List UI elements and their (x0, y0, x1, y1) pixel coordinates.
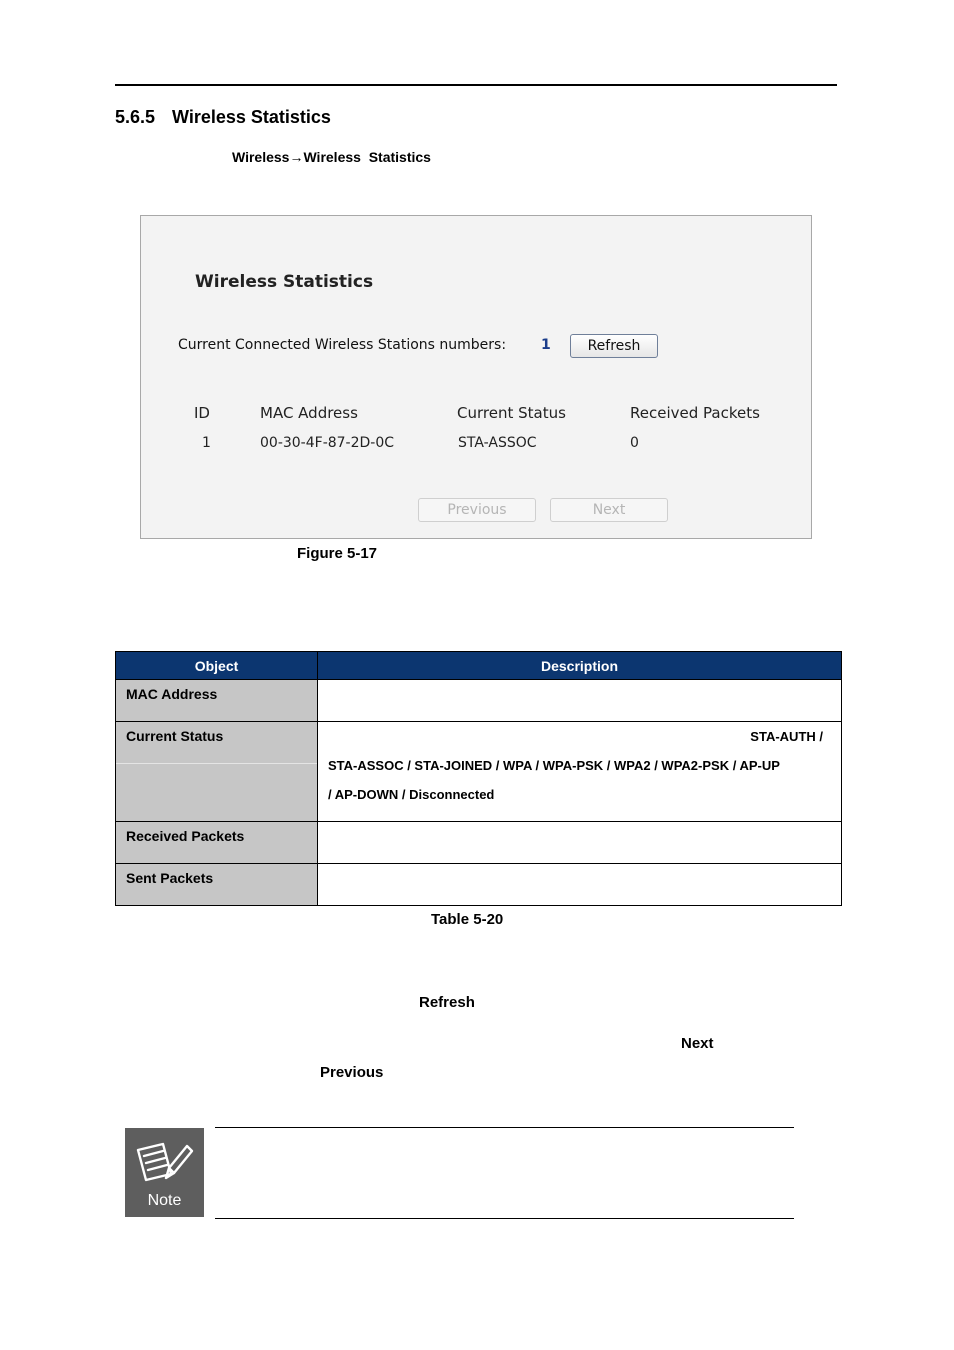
table-row (116, 680, 842, 722)
object-cell: Received Packets (116, 822, 318, 864)
col-status-header: Current Status (457, 404, 566, 422)
breadcrumb-wireless: Wireless (232, 149, 290, 165)
col-id-header: ID (194, 404, 210, 422)
row-mac: 00-30-4F-87-2D-0C (260, 435, 395, 451)
note-bottom-rule (215, 1218, 794, 1219)
breadcrumb (232, 149, 431, 165)
description-cell (318, 822, 842, 864)
body-previous-term: Previous (320, 1064, 384, 1081)
stations-label: Current Connected Wireless Stations numbers: (178, 337, 507, 353)
table-caption: Table 5-20 (431, 911, 504, 928)
status-line: STA-AUTH / (750, 729, 823, 744)
table-row (116, 722, 842, 822)
status-values (328, 722, 831, 809)
col-received-header: Received Packets (630, 404, 760, 422)
row-status: STA-ASSOC (458, 435, 537, 451)
description-cell (318, 680, 842, 722)
col-mac-header: MAC Address (260, 404, 358, 422)
header-description: Description (318, 652, 842, 680)
row-id: 1 (202, 435, 211, 451)
next-button[interactable]: Next (550, 498, 668, 522)
status-line: / AP-DOWN / Disconnected (328, 787, 495, 802)
object-cell (116, 722, 318, 822)
row-received: 0 (630, 435, 639, 451)
figure-title: Wireless Statistics (195, 272, 374, 292)
object-cell: Sent Packets (116, 864, 318, 906)
table-row (116, 864, 842, 906)
previous-button[interactable]: Previous (418, 498, 536, 522)
arrow-right-icon: → (289, 149, 304, 165)
section-number: 5.6.5 (115, 107, 156, 127)
note-box (125, 1128, 204, 1217)
description-table (115, 651, 842, 906)
section-title: Wireless Statistics (172, 107, 331, 127)
body-next-term: Next (681, 1035, 714, 1052)
body-refresh-term: Refresh (419, 994, 475, 1011)
header-object: Object (116, 652, 318, 680)
breadcrumb-wireless-statistics: Wireless Statistics (303, 149, 431, 165)
object-cell: MAC Address (116, 680, 318, 722)
note-top-rule (215, 1127, 794, 1128)
figure-caption: Figure 5-17 (297, 545, 378, 562)
section-heading (115, 107, 331, 128)
stations-count: 1 (541, 337, 551, 353)
object-cell-label: Current Status (116, 722, 317, 764)
description-cell (318, 722, 842, 822)
table-header-row (116, 652, 842, 680)
table-row (116, 822, 842, 864)
wireless-statistics-screenshot (140, 215, 812, 539)
top-rule (115, 84, 837, 86)
description-cell (318, 864, 842, 906)
note-label: Note (147, 1192, 182, 1209)
status-line: STA-ASSOC / STA-JOINED / WPA / WPA-PSK / WPA2 / WPA2-PSK / AP-UP (328, 758, 780, 773)
note-pencil-icon (133, 1138, 195, 1190)
refresh-button[interactable]: Refresh (570, 334, 658, 358)
